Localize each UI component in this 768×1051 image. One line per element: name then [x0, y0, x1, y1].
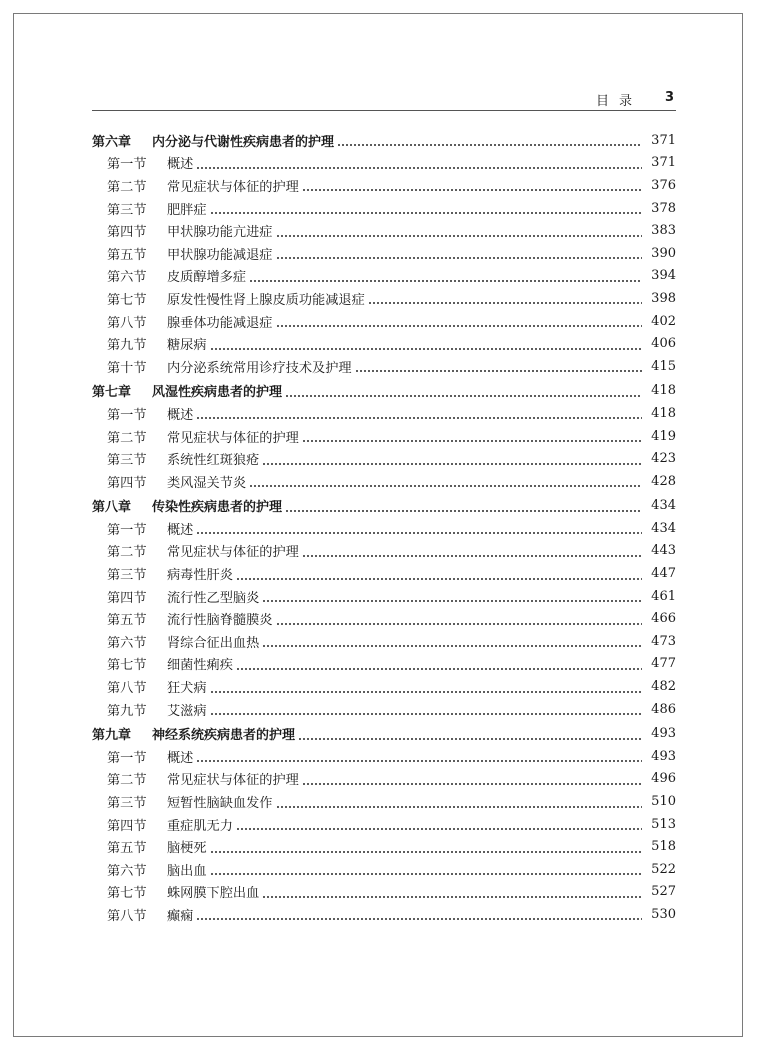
toc-section-row[interactable] — [92, 197, 676, 220]
section-number: 第十节 — [107, 360, 147, 376]
toc-section-row[interactable] — [92, 675, 676, 698]
toc-entry-label — [92, 131, 334, 150]
toc-page-number: 434 — [651, 520, 676, 536]
toc-page-number: 496 — [651, 771, 676, 787]
dot-leader — [249, 476, 642, 488]
section-title: 肥胖症 — [167, 202, 207, 218]
section-number: 第六节 — [107, 270, 147, 286]
toc-chapter-row[interactable] — [92, 495, 676, 518]
section-title: 腺垂体功能减退症 — [167, 315, 273, 331]
toc-section-row[interactable] — [92, 402, 676, 425]
section-number: 第二节 — [107, 430, 147, 446]
toc-entry-label — [92, 427, 299, 446]
toc-chapter-row[interactable] — [92, 380, 676, 403]
section-title: 蛛网膜下腔出血 — [167, 886, 260, 902]
toc-page-number: 493 — [651, 748, 676, 764]
dot-leader — [210, 203, 642, 215]
section-number: 第七节 — [107, 886, 147, 902]
toc-entry-label — [92, 221, 273, 240]
dot-leader — [196, 158, 642, 170]
toc-page-number: 486 — [651, 701, 676, 717]
section-title: 常见症状与体征的护理 — [167, 179, 299, 195]
section-title: 艾滋病 — [167, 703, 207, 719]
section-number: 第四节 — [107, 590, 147, 606]
toc-page-number: 522 — [651, 861, 676, 877]
toc-section-row[interactable] — [92, 630, 676, 653]
toc-entry-label — [92, 905, 193, 924]
section-number: 第八节 — [107, 315, 147, 331]
dot-leader — [276, 797, 643, 809]
toc-section-row[interactable] — [92, 517, 676, 540]
toc-entry-label — [92, 609, 273, 628]
dot-leader — [276, 316, 643, 328]
toc-entry-label — [92, 587, 259, 606]
section-number: 第一节 — [107, 750, 147, 766]
toc-entry-label — [92, 449, 259, 468]
section-number: 第一节 — [107, 407, 147, 423]
toc-section-row[interactable] — [92, 287, 676, 310]
toc-section-row[interactable] — [92, 174, 676, 197]
dot-leader — [337, 135, 642, 147]
toc-section-row[interactable] — [92, 698, 676, 721]
toc-page-number: 530 — [651, 906, 676, 922]
toc-page-number: 371 — [651, 132, 676, 148]
section-number: 第四节 — [107, 818, 147, 834]
toc-entry-label — [92, 564, 233, 583]
toc-section-row[interactable] — [92, 332, 676, 355]
dot-leader — [276, 248, 643, 260]
toc-section-row[interactable] — [92, 470, 676, 493]
toc-section-row[interactable] — [92, 745, 676, 768]
toc-section-row[interactable] — [92, 835, 676, 858]
toc-section-row[interactable] — [92, 768, 676, 791]
toc-page-number: 418 — [651, 405, 676, 421]
toc-entry-label — [92, 632, 259, 651]
dot-leader — [196, 523, 642, 535]
page-number: 3 — [664, 90, 674, 105]
toc-entry-label — [92, 496, 282, 515]
toc-entry-label — [92, 541, 299, 560]
section-title: 常见症状与体征的护理 — [167, 430, 299, 446]
toc-page-number: 518 — [651, 839, 676, 855]
section-number: 第二节 — [107, 545, 147, 561]
toc-page-number: 394 — [651, 268, 676, 284]
section-title: 脑梗死 — [167, 841, 207, 857]
section-number: 第三节 — [107, 568, 147, 584]
section-title: 系统性红斑狼疮 — [167, 453, 260, 469]
section-number: 第九节 — [107, 338, 147, 354]
table-of-contents — [92, 129, 676, 926]
toc-section-row[interactable] — [92, 355, 676, 378]
toc-page-number: 418 — [651, 383, 676, 399]
chapter-title: 传染性疾病患者的护理 — [152, 500, 283, 516]
chapter-title: 神经系统疾病患者的护理 — [152, 728, 296, 744]
section-title: 甲状腺功能亢进症 — [167, 225, 273, 241]
toc-section-row[interactable] — [92, 265, 676, 288]
toc-entry-label — [92, 700, 207, 719]
toc-page-number: 513 — [651, 816, 676, 832]
dot-leader — [236, 819, 642, 831]
section-title: 重症肌无力 — [167, 818, 233, 834]
toc-section-row[interactable] — [92, 585, 676, 608]
section-number: 第一节 — [107, 157, 147, 173]
toc-entry-label — [92, 860, 207, 879]
toc-entry-label — [92, 289, 365, 308]
chapter-title: 风湿性疾病患者的护理 — [152, 385, 283, 401]
toc-entry-label — [92, 792, 273, 811]
chapter-number: 第六章 — [92, 134, 132, 150]
toc-page-number: 434 — [651, 498, 676, 514]
toc-page-number: 371 — [651, 155, 676, 171]
section-title: 常见症状与体征的护理 — [167, 545, 299, 561]
toc-chapter-row[interactable] — [92, 129, 676, 152]
toc-page-number: 423 — [651, 451, 676, 467]
toc-section-row[interactable] — [92, 447, 676, 470]
dot-leader — [262, 636, 642, 648]
section-title: 肾综合征出血热 — [167, 635, 260, 651]
toc-page-number: 510 — [651, 794, 676, 810]
section-title: 流行性乙型脑炎 — [167, 590, 260, 606]
toc-section-row[interactable] — [92, 790, 676, 813]
toc-page-number: 466 — [651, 611, 676, 627]
chapter-number: 第七章 — [92, 385, 132, 401]
toc-entry-label — [92, 176, 299, 195]
toc-page-number: 402 — [651, 313, 676, 329]
toc-page-number: 378 — [651, 200, 676, 216]
toc-page-number: 527 — [651, 884, 676, 900]
toc-entry-label — [92, 472, 246, 491]
toc-page-number: 390 — [651, 245, 676, 261]
section-title: 概述 — [167, 522, 194, 538]
toc-page-number: 428 — [651, 473, 676, 489]
toc-page-number: 383 — [651, 223, 676, 239]
section-title: 原发性慢性肾上腺皮质功能减退症 — [167, 292, 365, 308]
toc-section-row[interactable] — [92, 653, 676, 676]
toc-section-row[interactable] — [92, 858, 676, 881]
toc-section-row[interactable] — [92, 813, 676, 836]
dot-leader — [276, 226, 643, 238]
section-title: 糖尿病 — [167, 338, 207, 354]
toc-section-row[interactable] — [92, 152, 676, 175]
toc-chapter-row[interactable] — [92, 722, 676, 745]
toc-section-row[interactable] — [92, 425, 676, 448]
section-number: 第二节 — [107, 773, 147, 789]
dot-leader — [285, 386, 642, 398]
toc-entry-label — [92, 357, 352, 376]
section-number: 第五节 — [107, 613, 147, 629]
toc-page-number: 447 — [651, 566, 676, 582]
dot-leader — [236, 569, 642, 581]
section-title: 内分泌系统常用诊疗技术及护理 — [167, 360, 352, 376]
dot-leader — [196, 909, 642, 921]
toc-page-number: 482 — [651, 679, 676, 695]
dot-leader — [262, 887, 642, 899]
section-title: 概述 — [167, 157, 194, 173]
dot-leader — [210, 682, 642, 694]
dot-leader — [302, 431, 642, 443]
section-number: 第二节 — [107, 179, 147, 195]
toc-entry-label — [92, 153, 193, 172]
section-title: 概述 — [167, 750, 194, 766]
dot-leader — [302, 774, 642, 786]
section-title: 病毒性肝炎 — [167, 568, 233, 584]
toc-entry-label — [92, 747, 193, 766]
dot-leader — [196, 408, 642, 420]
section-title: 脑出血 — [167, 863, 207, 879]
dot-leader — [368, 293, 642, 305]
toc-entry-label — [92, 312, 273, 331]
toc-page-number: 473 — [651, 633, 676, 649]
dot-leader — [302, 180, 642, 192]
dot-leader — [236, 659, 642, 671]
toc-section-row[interactable] — [92, 903, 676, 926]
chapter-number: 第九章 — [92, 728, 132, 744]
toc-entry-label — [92, 266, 246, 285]
toc-page-number: 406 — [651, 336, 676, 352]
section-number: 第七节 — [107, 658, 147, 674]
toc-entry-label — [92, 724, 295, 743]
section-number: 第六节 — [107, 635, 147, 651]
section-title: 皮质醇增多症 — [167, 270, 247, 286]
dot-leader — [298, 729, 642, 741]
toc-entry-label — [92, 882, 259, 901]
section-number: 第五节 — [107, 247, 147, 263]
dot-leader — [302, 546, 642, 558]
section-number: 第七节 — [107, 292, 147, 308]
dot-leader — [249, 271, 642, 283]
section-number: 第五节 — [107, 841, 147, 857]
dot-leader — [355, 361, 642, 373]
toc-entry-label — [92, 837, 207, 856]
toc-page-number: 415 — [651, 358, 676, 374]
toc-entry-label — [92, 815, 233, 834]
running-head-label: 目录 — [595, 94, 642, 109]
toc-entry-label — [92, 677, 207, 696]
dot-leader — [210, 842, 642, 854]
section-number: 第四节 — [107, 475, 147, 491]
section-number: 第三节 — [107, 202, 147, 218]
chapter-title: 内分泌与代谢性疾病患者的护理 — [152, 134, 335, 150]
chapter-number: 第八章 — [92, 500, 132, 516]
section-number: 第四节 — [107, 225, 147, 241]
section-title: 概述 — [167, 407, 194, 423]
running-head — [92, 90, 676, 111]
toc-entry-label — [92, 381, 282, 400]
toc-entry-label — [92, 244, 273, 263]
toc-section-row[interactable] — [92, 607, 676, 630]
toc-page-number: 477 — [651, 656, 676, 672]
toc-entry-label — [92, 769, 299, 788]
toc-entry-label — [92, 334, 207, 353]
toc-entry-label — [92, 199, 207, 218]
toc-page-number: 376 — [651, 177, 676, 193]
toc-page-number: 443 — [651, 543, 676, 559]
section-number: 第八节 — [107, 908, 147, 924]
section-number: 第八节 — [107, 681, 147, 697]
section-title: 短暂性脑缺血发作 — [167, 796, 273, 812]
toc-entry-label — [92, 519, 193, 538]
section-number: 第三节 — [107, 796, 147, 812]
toc-section-row[interactable] — [92, 242, 676, 265]
toc-page-number: 493 — [651, 726, 676, 742]
toc-entry-label — [92, 654, 233, 673]
dot-leader — [262, 591, 642, 603]
dot-leader — [210, 864, 642, 876]
section-title: 类风湿关节炎 — [167, 475, 247, 491]
toc-page-number: 398 — [651, 290, 676, 306]
section-number: 第九节 — [107, 703, 147, 719]
dot-leader — [276, 614, 643, 626]
toc-section-row[interactable] — [92, 540, 676, 563]
toc-section-row[interactable] — [92, 219, 676, 242]
toc-section-row[interactable] — [92, 562, 676, 585]
section-number: 第六节 — [107, 863, 147, 879]
dot-leader — [262, 454, 642, 466]
toc-page-number: 461 — [651, 588, 676, 604]
section-title: 癫痫 — [167, 908, 194, 924]
dot-leader — [210, 704, 642, 716]
dot-leader — [196, 751, 642, 763]
section-number: 第一节 — [107, 522, 147, 538]
section-title: 常见症状与体征的护理 — [167, 773, 299, 789]
section-title: 流行性脑脊髓膜炎 — [167, 613, 273, 629]
section-number: 第三节 — [107, 453, 147, 469]
section-title: 狂犬病 — [167, 681, 207, 697]
dot-leader — [210, 339, 642, 351]
toc-section-row[interactable] — [92, 310, 676, 333]
toc-page-number: 419 — [651, 428, 676, 444]
toc-entry-label — [92, 404, 193, 423]
section-title: 甲状腺功能减退症 — [167, 247, 273, 263]
section-title: 细菌性痢疾 — [167, 658, 233, 674]
toc-section-row[interactable] — [92, 881, 676, 904]
dot-leader — [285, 501, 642, 513]
